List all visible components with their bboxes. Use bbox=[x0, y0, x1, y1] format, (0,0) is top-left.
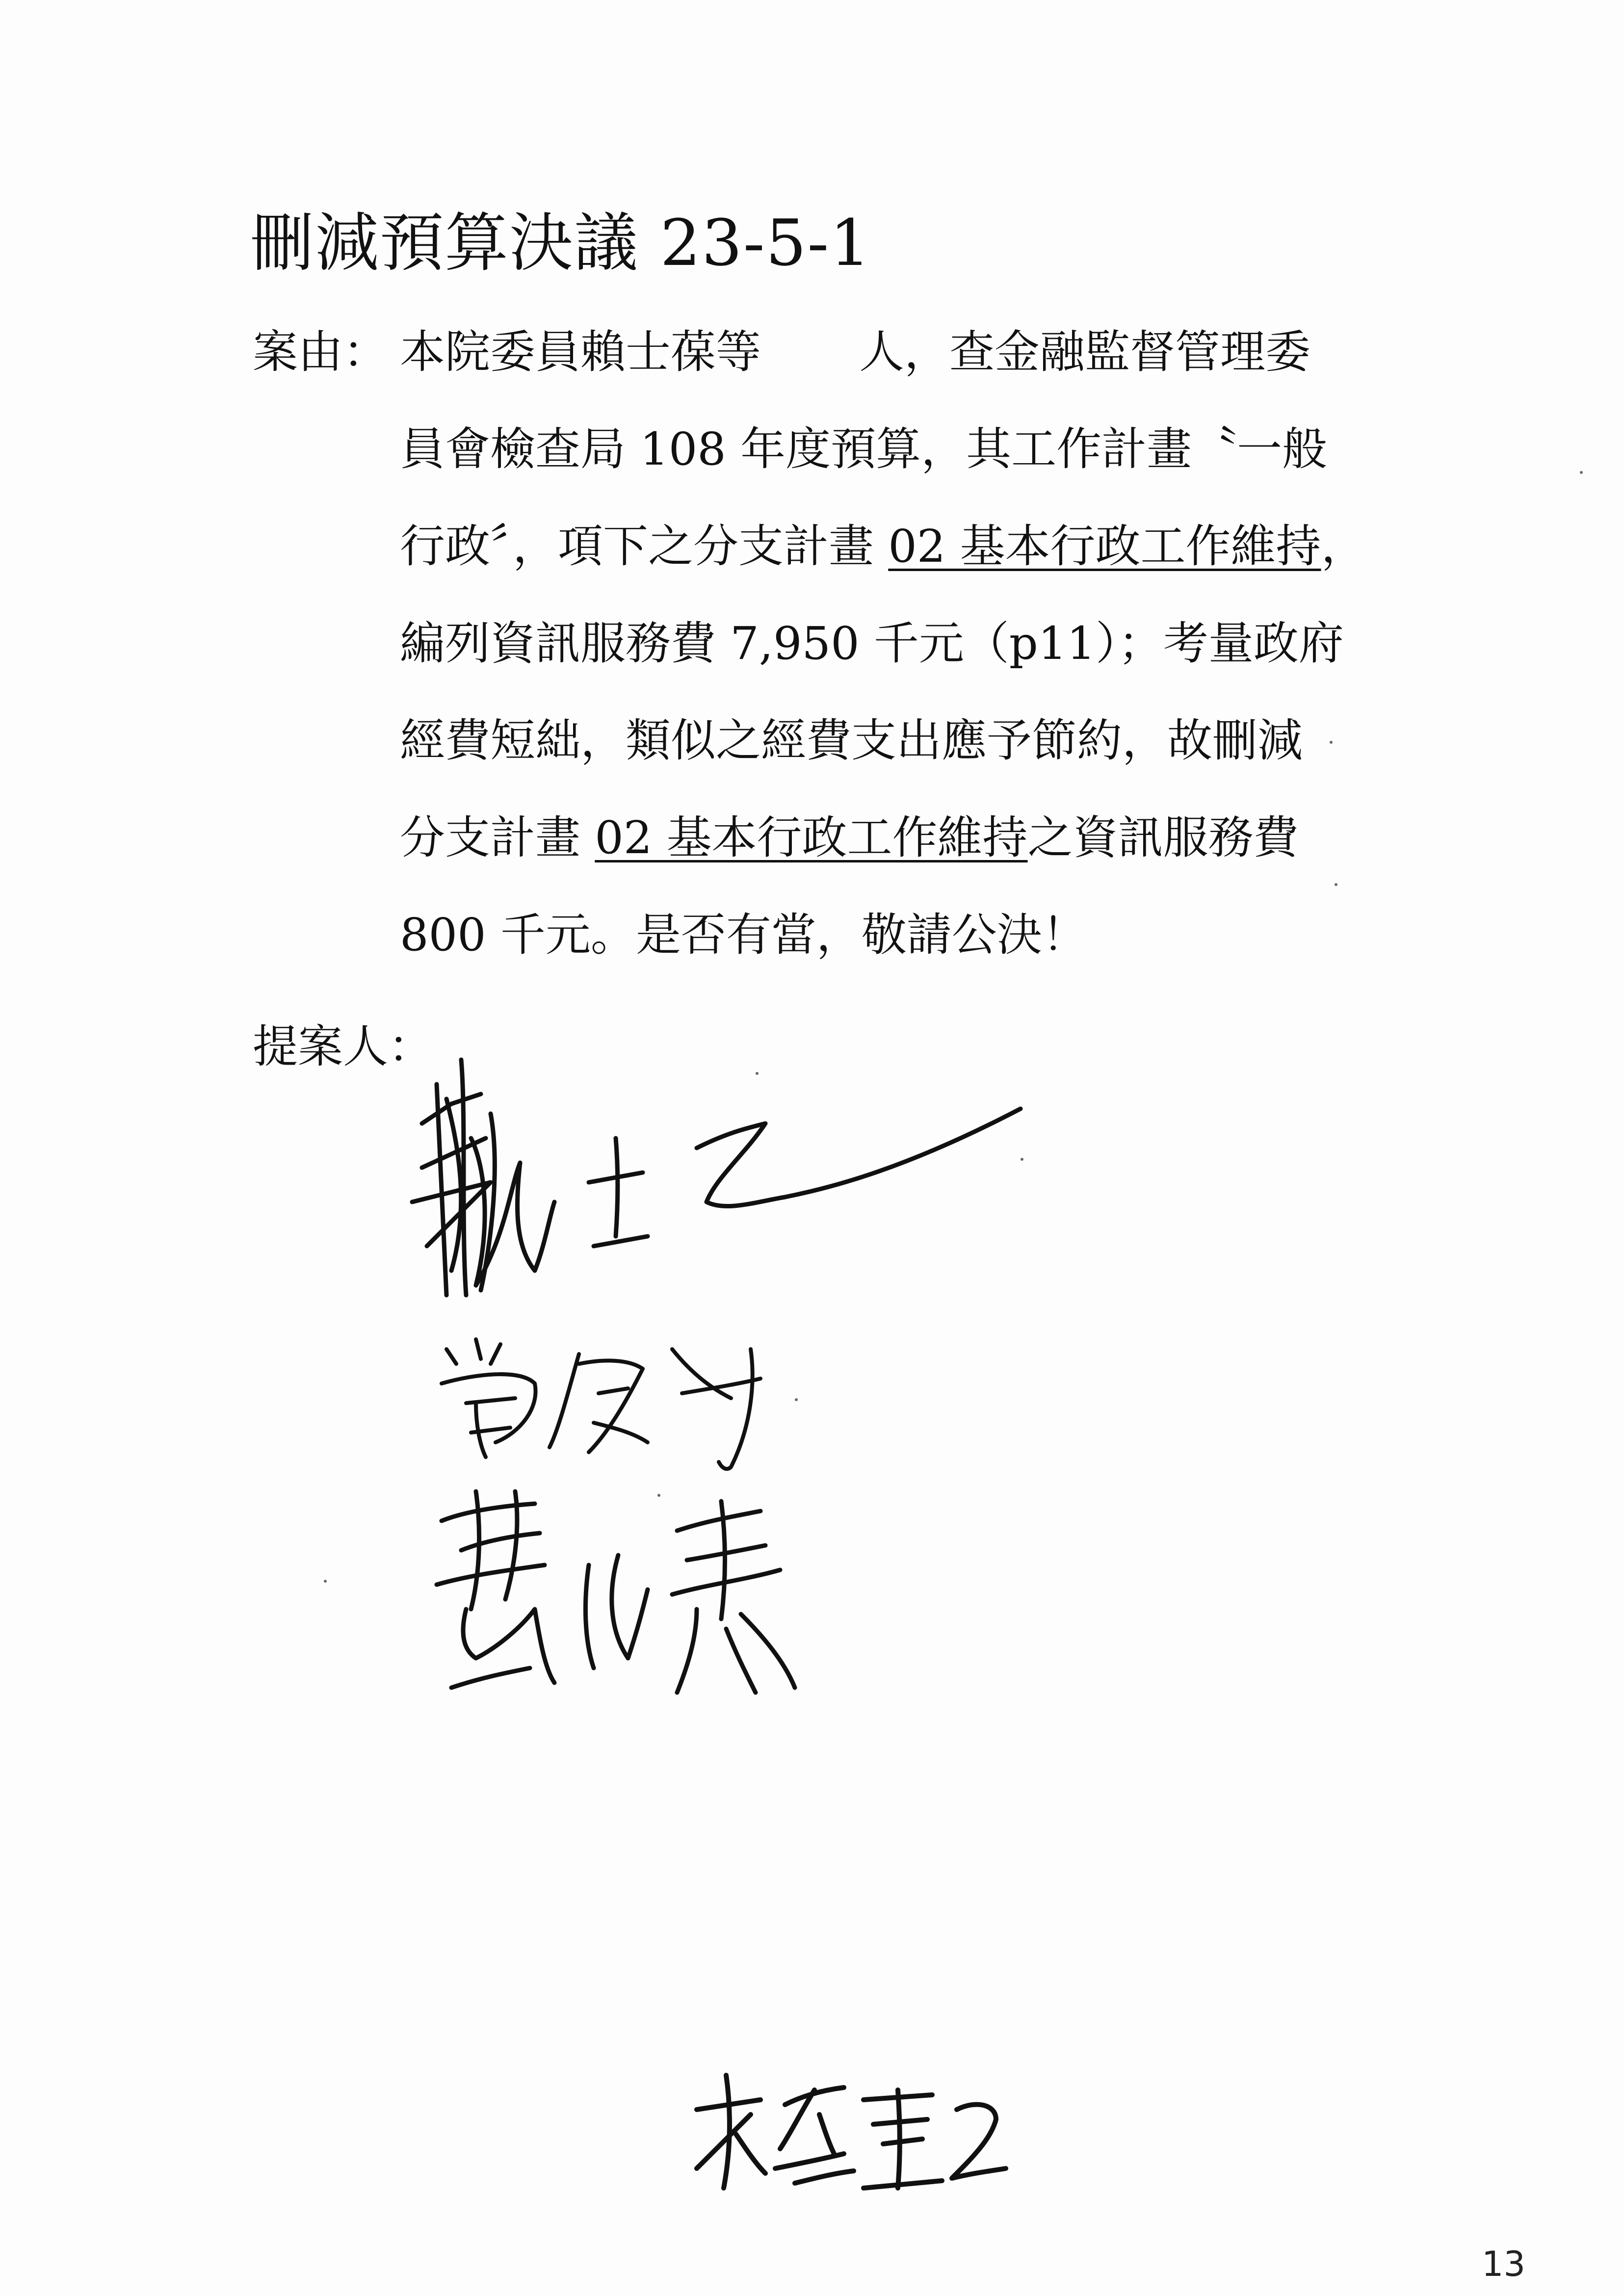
reason-line-3-start: 行政〞，項下之分支計畫 bbox=[400, 520, 889, 573]
underlined-program-name: 02 基本行政工作維持 bbox=[888, 520, 1321, 573]
reason-line-1-end: 人，查金融監督管理委 bbox=[859, 326, 1311, 378]
scan-speck bbox=[795, 1398, 798, 1401]
underlined-program-name: 02 基本行政工作維持 bbox=[595, 811, 1028, 864]
reason-line-1-start: 本院委員賴士葆等 bbox=[400, 326, 761, 378]
signature-3 bbox=[422, 1482, 864, 1702]
reason-label: 案由： bbox=[253, 326, 389, 378]
reason-line-6 bbox=[400, 811, 1299, 864]
reason-line-7: 800 千元。是否有當，敬請公決！ bbox=[400, 909, 1087, 961]
scan-speck bbox=[1335, 883, 1337, 886]
scan-speck bbox=[1330, 741, 1333, 744]
check-mark-handwriting bbox=[677, 2070, 1011, 2198]
signature-1 bbox=[393, 1040, 1055, 1315]
scan-speck bbox=[1021, 1158, 1023, 1161]
page-number: 13 bbox=[1482, 2244, 1526, 2284]
signature-2 bbox=[437, 1320, 819, 1482]
reason-line-1 bbox=[400, 326, 1311, 378]
reason-line-4: 編列資訊服務費 7,950 千元（p11）；考量政府 bbox=[400, 617, 1344, 670]
reason-line-6-end: 之資訊服務費 bbox=[1027, 811, 1299, 864]
reason-line-5: 經費短絀，類似之經費支出應予節約，故刪減 bbox=[400, 714, 1303, 767]
scan-speck bbox=[1580, 471, 1583, 474]
scan-speck bbox=[756, 1072, 759, 1075]
page-title: 刪減預算決議 23-5-1 bbox=[250, 206, 872, 280]
reason-line-3-end: ， bbox=[1321, 520, 1366, 573]
scan-speck bbox=[324, 1580, 327, 1583]
reason-line-3 bbox=[400, 520, 1366, 573]
reason-line-2: 員會檢查局 108 年度預算，其工作計畫〝一般 bbox=[400, 423, 1328, 475]
reason-line-6-start: 分支計畫 bbox=[400, 811, 595, 864]
proposer-label: 提案人： bbox=[253, 1020, 434, 1073]
scan-speck bbox=[657, 1494, 660, 1497]
